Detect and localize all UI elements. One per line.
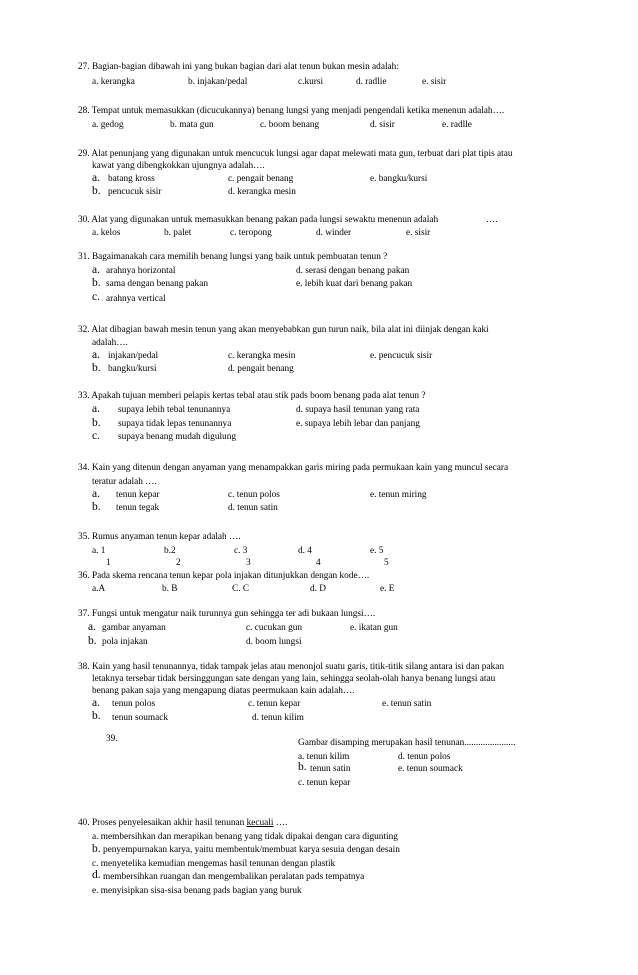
option-c: c. tenun kepar bbox=[298, 778, 351, 788]
option-b: bangku/kursi bbox=[108, 364, 157, 374]
question-stem: 31. Bagaimanakah cara memilih benang lungsi yang baik untuk pembuatan tenun ? bbox=[78, 252, 388, 262]
option-c: c. teropong bbox=[230, 228, 272, 238]
option-b-letter: b. bbox=[92, 185, 101, 197]
option-b: tenun tegak bbox=[116, 503, 160, 513]
stem-emphasis: kecuali bbox=[246, 818, 274, 828]
option-e: e. 5 bbox=[370, 546, 384, 556]
option-b: sama dengan benang pakan bbox=[106, 279, 208, 289]
option-a-letter: a. bbox=[88, 621, 96, 633]
option-d: d. tenun satin bbox=[228, 503, 278, 513]
option-a: a. kerangka bbox=[92, 77, 135, 87]
option-b: pola injakan bbox=[102, 637, 148, 647]
option-a-letter: a. bbox=[92, 264, 100, 276]
option-a-letter: a. bbox=[92, 172, 100, 184]
option-c: c. boom benang bbox=[260, 120, 320, 130]
option-d: d. pengait benang bbox=[228, 364, 294, 374]
option-c: c. menyetelika kemudian mengemas hasil tenunan dengan plastik bbox=[92, 859, 336, 869]
option-b: tenun soumack bbox=[112, 713, 169, 723]
option-e: e. pencucuk sisir bbox=[370, 351, 433, 361]
question-stem: 34. Kain yang ditenun dengan anyaman yang menampakkan garis miring pada permukaan kain yang muncul secara bbox=[78, 463, 509, 473]
option-d-letter: d. bbox=[92, 869, 101, 881]
option-e: e. sisir bbox=[422, 77, 447, 87]
question-stem-cont: adalah…. bbox=[92, 338, 128, 348]
question-stem: Gambar disamping merupakan hasil tenunan...................... bbox=[298, 738, 516, 748]
option-b-letter: b. bbox=[298, 761, 307, 773]
option-e: e. radlle bbox=[442, 120, 472, 130]
option-c: c. cucukan gun bbox=[246, 623, 303, 633]
option-b-letter: b. bbox=[92, 710, 101, 722]
stem-text: 40. Proses penyelesaikan akhir hasil tenunan bbox=[78, 818, 245, 828]
question-stem: 36. Pada skema rencana tenun kepar pola injakan ditunjukkan dengan kode…. bbox=[78, 571, 370, 581]
option-b: tenun satin bbox=[310, 764, 351, 774]
question-stem: 35. Rumus anyaman tenun kepar adalah …. bbox=[78, 532, 241, 542]
option-b: supaya tidak lepas tenunannya bbox=[118, 419, 232, 429]
option-d: d. tenun kilim bbox=[252, 713, 304, 723]
denominator-c: 3 bbox=[246, 558, 251, 568]
option-b-letter: b. bbox=[92, 277, 101, 289]
option-c-letter: c. bbox=[92, 291, 100, 303]
option-e: e. tenun miring bbox=[370, 490, 427, 500]
option-d: d. serasi dengan benang pakan bbox=[296, 266, 410, 276]
option-c: c.kursi bbox=[298, 77, 324, 87]
question-stem: 33. Apakah tujuan memberi pelapis kertas tebal atau stik pads boom benang pada alat tenun ? bbox=[78, 391, 426, 401]
option-c: supaya benang mudah digulung bbox=[118, 432, 236, 442]
option-e: e. ikatan gun bbox=[350, 623, 398, 633]
option-c: c. 3 bbox=[234, 546, 248, 556]
question-stem-cont: benang pakan saja yang mengapung diatas peermukaan kain adalah…. bbox=[92, 686, 355, 696]
option-b: b.2 bbox=[164, 546, 176, 556]
option-d: d. kerangka mesin bbox=[228, 187, 296, 197]
option-a-letter: a. bbox=[92, 349, 100, 361]
option-e: e. menyisipkan sisa-sisa benang pads bagian yang buruk bbox=[92, 886, 302, 896]
option-b-letter: b. bbox=[92, 362, 101, 374]
question-number: 39. bbox=[106, 734, 118, 744]
option-b-letter: b. bbox=[92, 843, 101, 855]
option-d: d. boom lungsi bbox=[246, 637, 302, 647]
question-stem-dots: …. bbox=[486, 215, 498, 225]
option-a: gambar anyaman bbox=[102, 623, 166, 633]
option-b: penyempurnakan karya, yaitu membentuk/membuat karya sesuia dengan desain bbox=[103, 845, 400, 855]
option-d: d. D bbox=[310, 584, 327, 594]
option-a-letter: a. bbox=[92, 697, 100, 709]
option-d: d. sisir bbox=[370, 120, 395, 130]
option-b: b. B bbox=[162, 584, 178, 594]
option-a: a. 1 bbox=[92, 546, 106, 556]
question-stem: 29. Alat penunjang yang digunakan untuk mencucuk lungsi agar dapat melewati mata gun, terbuat dari plat tipis atau bbox=[78, 149, 513, 159]
denominator-e: 5 bbox=[384, 558, 389, 568]
question-stem-cont: teratur adalah …. bbox=[92, 477, 157, 487]
question-stem: 37. Fungsi untuk mengatur naik turunnya gun sehingga ter adi bukaan lungsi…. bbox=[78, 609, 376, 619]
option-b: b. mata gun bbox=[170, 120, 214, 130]
option-d: d. 4 bbox=[298, 546, 312, 556]
question-stem: 30. Alat yang digunakan untuk memasukkan benang pakan pada lungsi sewaktu menenun adalah bbox=[78, 215, 439, 225]
option-d: d. tenun polos bbox=[398, 752, 451, 762]
option-a: a.A bbox=[92, 584, 106, 594]
option-c: c. kerangka mesin bbox=[228, 351, 296, 361]
option-e: e. sisir bbox=[406, 228, 431, 238]
option-b-letter: b. bbox=[88, 635, 97, 647]
question-stem-cont: letaknya tersebar tidak bersinggungan sate dengan yang lain, sehingga seolah-olah hanya benang lungsi atau bbox=[92, 674, 496, 684]
option-c: c. tenun kepar bbox=[248, 699, 301, 709]
option-a: tenun polos bbox=[112, 699, 156, 709]
option-a: a. tenun kilim bbox=[298, 752, 350, 762]
option-b-letter: b. bbox=[92, 417, 101, 429]
option-a: batang kross bbox=[108, 174, 155, 184]
option-c-letter: c. bbox=[92, 430, 100, 442]
option-a-letter: a. bbox=[92, 488, 100, 500]
option-a: supaya lebih tebal tenunannya bbox=[118, 405, 231, 415]
option-c: C. C bbox=[232, 584, 250, 594]
option-c: c. pengait benang bbox=[228, 174, 294, 184]
option-d: membersihkan ruangan dan mengembalikan peralatan pads tempatnya bbox=[103, 872, 365, 882]
option-a: a. membersihkan dan merapikan benang yang tidak dipakai dengan cara digunting bbox=[92, 832, 398, 842]
question-stem: 27. Bagian-bagian dibawah ini yang bukan bagian dari alat tenun bukan mesin adalah: bbox=[78, 62, 399, 72]
option-e: e. lebih kuat dari benang pakan bbox=[296, 279, 413, 289]
option-c: arahnya vertical bbox=[106, 294, 166, 304]
option-e: e. tenun soumack bbox=[398, 764, 463, 774]
denominator-b: 2 bbox=[176, 558, 181, 568]
option-a: a. gedog bbox=[92, 120, 124, 130]
option-b: b. injakan/pedal bbox=[188, 77, 248, 87]
option-a: tenun kepar bbox=[116, 490, 160, 500]
question-stem: 38. Kain yang hasil tenunannya, tidak tampak jelas atau menonjol suatu garis, titik-titik silang antara isi dan pakan bbox=[78, 662, 504, 672]
option-a: arahnya horizontal bbox=[106, 266, 176, 276]
question-stem-cont: kawat yang dibengkokkan ujungnya adalah…. bbox=[92, 161, 265, 171]
denominator-a: 1 bbox=[106, 558, 111, 568]
denominator-d: 4 bbox=[316, 558, 321, 568]
option-e: e. E bbox=[380, 584, 395, 594]
option-a: a. kelos bbox=[92, 228, 121, 238]
stem-dots: …. bbox=[275, 818, 288, 828]
option-d: d. winder bbox=[316, 228, 352, 238]
option-b: b. palet bbox=[164, 228, 192, 238]
option-e: e. bangku/kursi bbox=[370, 174, 428, 184]
option-d: d. supaya hasil tenunan yang rata bbox=[296, 405, 420, 415]
option-b-letter: b. bbox=[92, 501, 101, 513]
option-e: e. tenun satin bbox=[382, 699, 432, 709]
option-b: pencucuk sisir bbox=[108, 187, 162, 197]
option-e: e. supaya lebih lebar dan panjang bbox=[296, 419, 420, 429]
option-a: injakan/pedal bbox=[108, 351, 159, 361]
option-d: d. radlie bbox=[356, 77, 387, 87]
question-stem: 32. Alat dibagian bawah mesin tenun yang akan menyebabkan gun turun naik, bila alat ini diinjak dengan kaki bbox=[78, 325, 489, 335]
option-c: c. tenun polos bbox=[228, 490, 280, 500]
question-stem: 28. Tempat untuk memasukkan (dicucukannya) benang lungsi yang menjadi pengendali ketika menenun adalah…. bbox=[78, 106, 505, 116]
question-stem bbox=[78, 818, 287, 829]
option-a-letter: a. bbox=[92, 403, 100, 415]
